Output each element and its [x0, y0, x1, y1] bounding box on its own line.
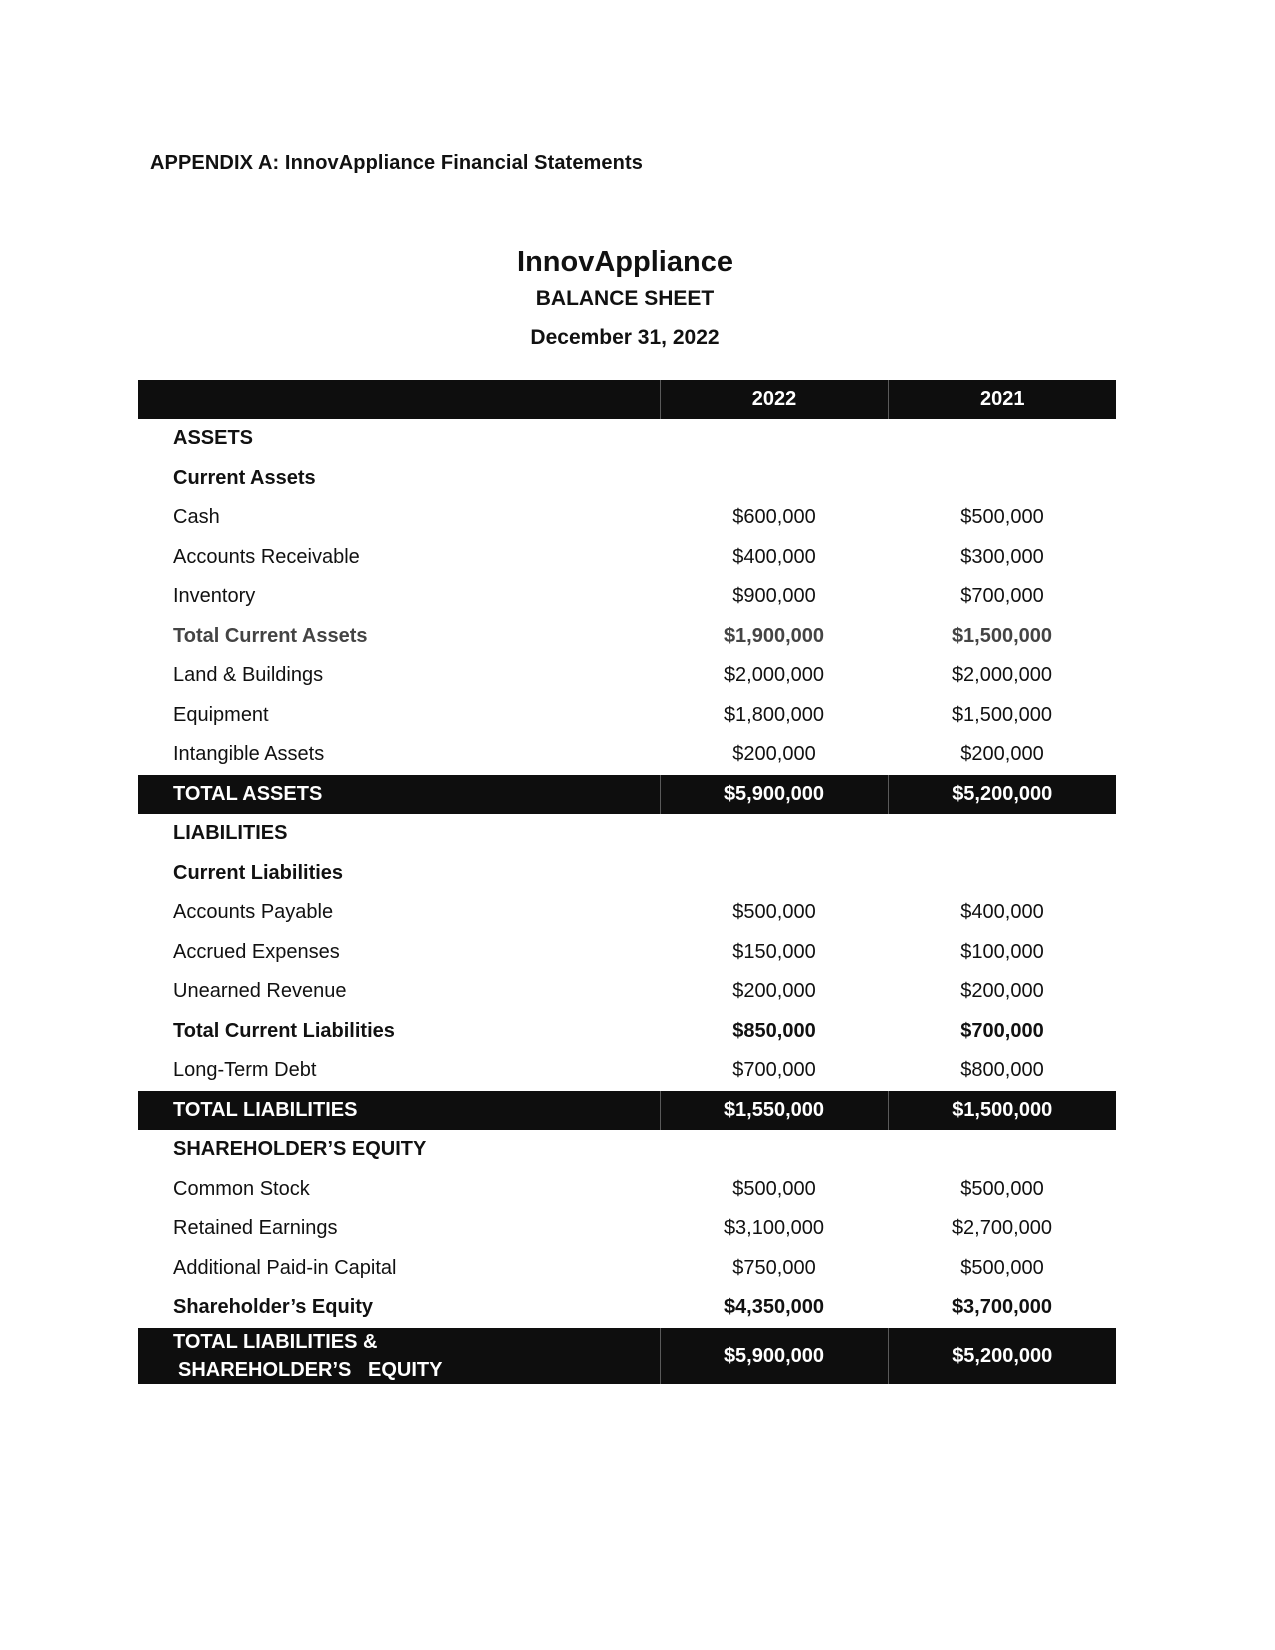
table-row	[138, 1051, 1116, 1091]
value-2022: $600,000	[732, 506, 816, 529]
value-2022: $4,350,000	[723, 1296, 825, 1319]
row-label: Cash	[173, 506, 220, 529]
column-header-2021: 2021	[888, 380, 1116, 419]
row-label: TOTAL LIABILITIES	[138, 1091, 660, 1131]
value-2022: $400,000	[732, 545, 816, 568]
value-2022: $1,900,000	[723, 624, 825, 647]
value-2021: $700,000	[960, 1019, 1044, 1042]
table-row	[138, 498, 1116, 538]
statement-title: BALANCE SHEET	[535, 287, 715, 310]
value-2021: $200,000	[960, 743, 1044, 766]
value-2022: $200,000	[732, 980, 816, 1003]
row-label: Accrued Expenses	[173, 940, 340, 963]
row-label: Intangible Assets	[173, 743, 325, 766]
value-2022: $1,550,000	[660, 1091, 888, 1131]
value-2022: $2,000,000	[723, 664, 825, 687]
balance-sheet-table	[138, 380, 1116, 1384]
section-header-row	[138, 1130, 1116, 1170]
row-label: Total Current Assets	[173, 624, 368, 647]
table-row	[138, 933, 1116, 973]
section-equity: SHAREHOLDER’S EQUITY	[173, 1138, 427, 1161]
appendix-title: APPENDIX A: InnovAppliance Financial Statements	[150, 152, 643, 174]
value-2022: $500,000	[732, 901, 816, 924]
subsection-header-row	[138, 854, 1116, 894]
row-label: Retained Earnings	[173, 1217, 338, 1240]
value-2021: $3,700,000	[951, 1296, 1053, 1319]
row-label: Additional Paid-in Capital	[173, 1256, 397, 1279]
section-header-row	[138, 814, 1116, 854]
table-row	[138, 1249, 1116, 1289]
subsection-header-row	[138, 459, 1116, 499]
grand-total-row	[138, 1328, 1116, 1384]
value-2021: $400,000	[960, 901, 1044, 924]
value-2021: $800,000	[960, 1059, 1044, 1082]
value-2021: $2,000,000	[951, 664, 1053, 687]
value-2022: $5,900,000	[660, 1328, 888, 1384]
table-row	[138, 538, 1116, 578]
value-2021: $500,000	[960, 1256, 1044, 1279]
value-2021: $500,000	[960, 506, 1044, 529]
subtotal-row	[138, 1288, 1116, 1328]
row-label: Unearned Revenue	[173, 980, 347, 1003]
value-2022: $750,000	[732, 1256, 816, 1279]
subtotal-row	[138, 617, 1116, 657]
label-line-1: TOTAL LIABILITIES &	[173, 1330, 378, 1353]
row-label: Accounts Payable	[173, 901, 334, 924]
table-row	[138, 577, 1116, 617]
row-label: TOTAL ASSETS	[138, 775, 660, 815]
value-2022: $5,900,000	[660, 775, 888, 815]
table-row	[138, 893, 1116, 933]
row-label: Inventory	[173, 585, 256, 608]
row-label: Equipment	[173, 703, 269, 726]
value-2021: $100,000	[960, 940, 1044, 963]
value-2021: $500,000	[960, 1177, 1044, 1200]
value-2021: $300,000	[960, 545, 1044, 568]
table-row	[138, 735, 1116, 775]
value-2022: $850,000	[732, 1019, 816, 1042]
value-2022: $150,000	[732, 940, 816, 963]
row-label: Total Current Liabilities	[173, 1019, 395, 1042]
row-label: Common Stock	[173, 1177, 310, 1200]
section-header-row	[138, 419, 1116, 459]
section-assets: ASSETS	[173, 427, 254, 450]
table-row	[138, 656, 1116, 696]
row-label: Accounts Receivable	[173, 545, 360, 568]
label-line-2: SHAREHOLDER’S EQUITY	[178, 1358, 443, 1381]
value-2022: $3,100,000	[723, 1217, 825, 1240]
table-row	[138, 1170, 1116, 1210]
subtotal-row	[138, 1012, 1116, 1052]
value-2022: $200,000	[732, 743, 816, 766]
table-row	[138, 696, 1116, 736]
value-2021: $200,000	[960, 980, 1044, 1003]
section-liabilities: LIABILITIES	[173, 822, 288, 845]
value-2021: $2,700,000	[951, 1217, 1053, 1240]
header-label-cell	[138, 380, 660, 419]
row-label	[138, 1328, 660, 1384]
value-2021: $5,200,000	[888, 1328, 1116, 1384]
table-row	[138, 1209, 1116, 1249]
column-header-2022: 2022	[660, 380, 888, 419]
value-2021: $5,200,000	[888, 775, 1116, 815]
value-2021: $1,500,000	[951, 703, 1053, 726]
statement-date: December 31, 2022	[530, 326, 720, 349]
total-row	[138, 775, 1116, 815]
row-label: Long-Term Debt	[173, 1059, 317, 1082]
table-header-row	[138, 380, 1116, 419]
value-2021: $1,500,000	[951, 624, 1053, 647]
company-name: InnovAppliance	[517, 246, 733, 278]
table-row	[138, 972, 1116, 1012]
subsection-current-assets: Current Assets	[173, 466, 316, 489]
total-row	[138, 1091, 1116, 1131]
value-2022: $500,000	[732, 1177, 816, 1200]
value-2021: $700,000	[960, 585, 1044, 608]
subsection-current-liabilities: Current Liabilities	[173, 861, 344, 884]
row-label: Shareholder’s Equity	[173, 1296, 374, 1319]
value-2022: $1,800,000	[723, 703, 825, 726]
row-label: Land & Buildings	[173, 664, 324, 687]
value-2022: $700,000	[732, 1059, 816, 1082]
value-2022: $900,000	[732, 585, 816, 608]
value-2021: $1,500,000	[888, 1091, 1116, 1131]
